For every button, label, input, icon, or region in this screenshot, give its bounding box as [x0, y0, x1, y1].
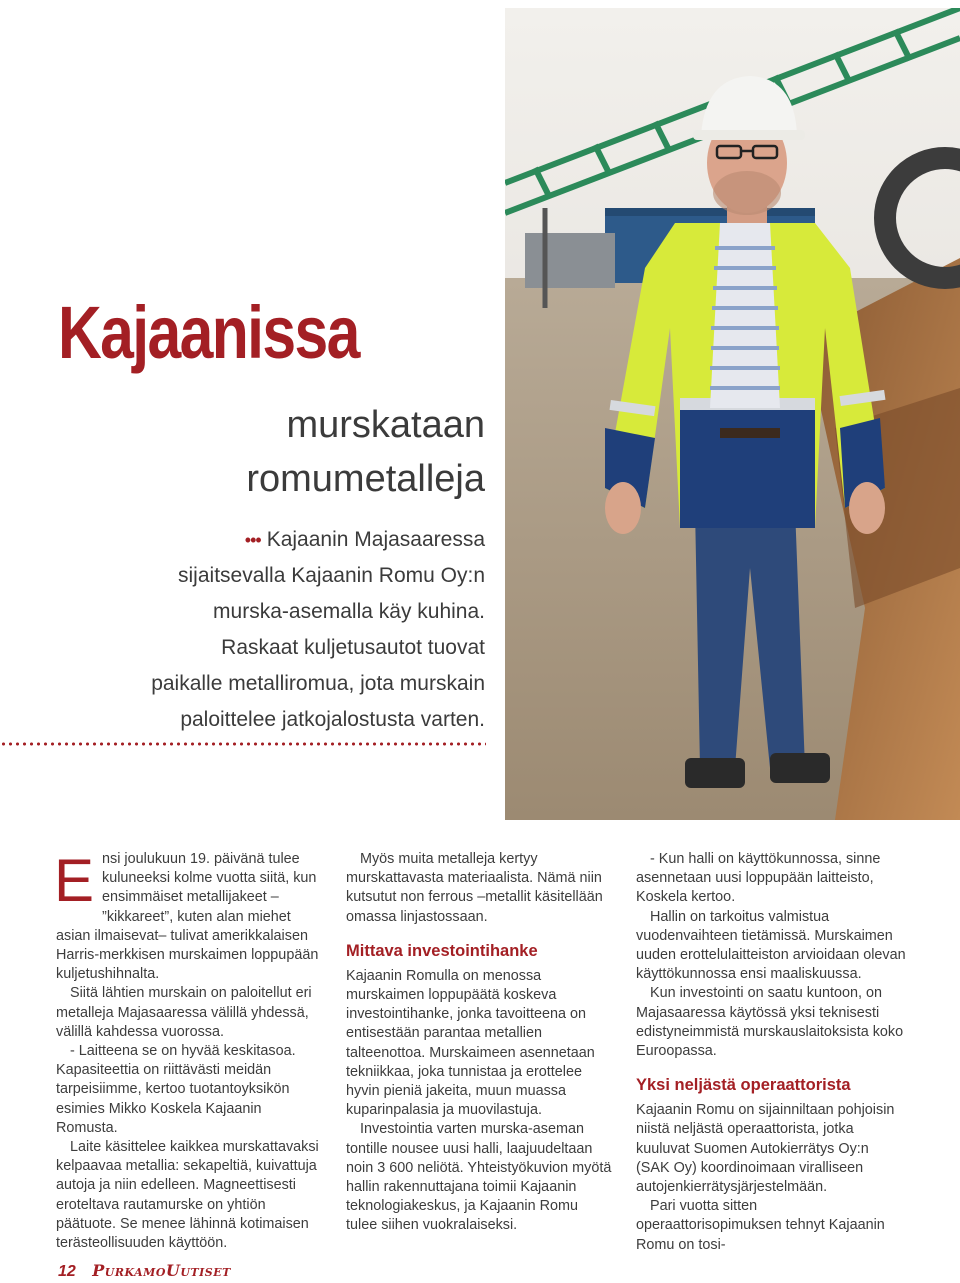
article-paragraph: Kajaanin Romulla on menossa murskaimen loppupäätä koskeva investointihanke, jonka tavoitteena on entisestään parantaa metallien talteenottoa. Murskaimeen asennetaan tekniikkaa, joka tunnistaa ja erottelee hyvin pieniä jakeita, muun muassa kuparinpalasia ja muovilastuja.: [346, 967, 595, 1119]
photo-illustration: [505, 8, 960, 820]
article-paragraph: Investointia varten murska-aseman tontille nousee uusi halli, laajuudeltaan noin 3 600 neliötä. Yhteistyökuvion myötä hallin rakennuttajana toimii Kajaanin teknologiakeskus, ja Kajaanin Romu tulee siihen vuokralaiseksi.: [346, 1121, 612, 1234]
page-number: 12: [58, 1263, 76, 1280]
lead-line: Raskaat kuljetusautot tuovat: [221, 636, 485, 659]
article-column-1: [54, 847, 322, 1253]
drop-cap: E: [54, 847, 95, 914]
paragraph-text: nsi joulukuun 19. päivänä tulee kuluneeksi kolme vuotta siitä, kun ensimmäiset metallijakeet – ”kikkareet”, kuten alan miehet asian ilmaisevat– tulivat amerikkalaisen Harris-merkkisen murskaimen loppupään kuljetushihnalta.: [56, 851, 319, 983]
lead-line: paloittelee jatkojalostusta varten.: [180, 708, 485, 731]
article-paragraph: Siitä lähtien murskain on paloitellut eri metalleja Majasaaressa välillä yhdessä, välillä kahdessa vuorossa.: [56, 985, 312, 1040]
lead-line: Kajaanin Majasaaressa: [266, 528, 485, 551]
lead-bullets-icon: •••: [244, 530, 261, 550]
article-paragraph: Kun investointi on saatu kuntoon, on Majasaaressa käytössä yksi teknisesti edistyneimmistä murskauslaitoksista koko Euroopassa.: [636, 985, 904, 1060]
dotted-divider: [0, 742, 486, 746]
lead-paragraph: [45, 522, 485, 738]
publication-name: PurkamoUutiset: [92, 1261, 231, 1280]
section-heading: Mittava investointihanke: [346, 941, 538, 960]
article-paragraph: [54, 847, 322, 984]
photo-worker: [505, 8, 960, 820]
article-paragraph: Pari vuotta sitten operaattorisopimuksen tehnyt Kajaanin Romu on tosi-: [636, 1198, 885, 1253]
article-paragraph: Myös muita metalleja kertyy murskattavasta materiaalista. Nämä niin kutsutut non ferrous –metallit käsitellään omassa linjastossaan.: [346, 851, 603, 925]
subtitle-line-1: murskataan: [286, 404, 485, 446]
subtitle-line-2: romumetalleja: [246, 458, 485, 500]
section-heading: Yksi neljästä operaattorista: [636, 1076, 851, 1095]
page-footer: [58, 1261, 231, 1282]
headline-subtitle: [105, 398, 485, 506]
lead-line: paikalle metalliromua, jota murskain: [151, 672, 485, 695]
headline-title: Kajaanissa: [58, 291, 359, 374]
article-paragraph: - Laitteena se on hyvää keskitasoa. Kapasiteettia on riittävästi meidän tarpeisiimme, kertoo tuotantoyksikön esimies Mikko Koskela Kajaanin Romusta.: [56, 1043, 296, 1136]
article-column-2: [346, 850, 612, 1236]
article-paragraph: Kajaanin Romu on sijainniltaan pohjoisin niistä neljästä operaattorista, jotka kuuluvat Suomen Autokierrätys Oy:n (SAK Oy) koordinoimaan viralliseen autojenkierrätysjärjestelmään.: [636, 1102, 895, 1196]
article-paragraph: Hallin on tarkoitus valmistua vuodenvaihteen tietämissä. Murskaimen uuden erottelulaitteiston arvioidaan olevan käyttökunnossa ensi maaliskuussa.: [636, 908, 906, 983]
article-paragraph: - Kun halli on käyttökunnossa, sinne asennetaan uusi loppupään laitteisto, Koskela kertoo.: [636, 851, 881, 906]
article-column-3: [636, 850, 906, 1255]
lead-line: murska-asemalla käy kuhina.: [213, 600, 485, 623]
article-paragraph: Laite käsittelee kaikkea murskattavaksi kelpaavaa metallia: sekapeltiä, kuivattuja autoja ja niin edelleen. Magneettisesti eroteltava rautamurske on yhtiön päätuote. Se menee lähinnä kotimaisen terästeollisuuden käyttöön.: [56, 1139, 319, 1252]
lead-line: sijaitsevalla Kajaanin Romu Oy:n: [178, 564, 485, 587]
